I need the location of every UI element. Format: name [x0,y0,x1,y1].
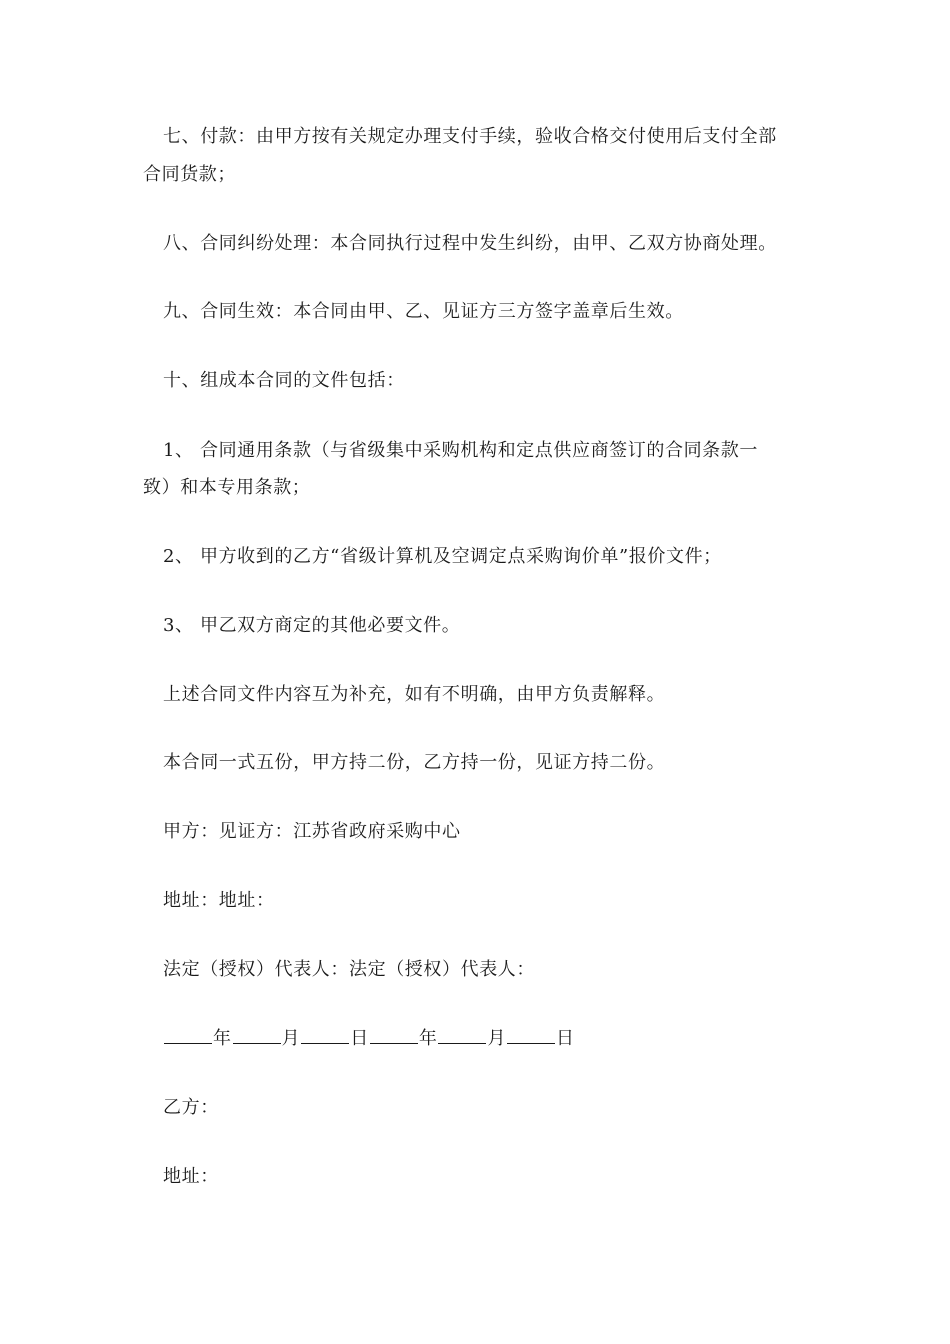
clause-9: 九、合同生效：本合同由甲、乙、见证方三方签字盖章后生效。 [163,301,684,322]
date-year-2: 年 [418,1028,438,1049]
item-3: 3、 甲乙双方商定的其他必要文件。 [163,615,461,636]
date-blank-1 [164,1028,212,1044]
item-1-line-2: 致）和本专用条款； [143,477,311,498]
party-b-address-line: 地址： [163,1166,219,1187]
date-day-2: 日 [556,1028,575,1049]
clause-8: 八、合同纠纷处理：本合同执行过程中发生纠纷，由甲、乙双方协商处理。 [163,233,777,254]
clause-10: 十、组成本合同的文件包括： [163,370,405,391]
date-blank-5 [438,1028,486,1044]
date-blank-2 [233,1028,281,1044]
date-day-1: 日 [350,1028,369,1049]
clause-7-line-2: 合同货款； [143,164,236,185]
clause-7-line-1: 七、付款：由甲方按有关规定办理支付手续，验收合格交付使用后支付全部 [163,126,777,147]
date-month-1: 月 [281,1028,301,1049]
representative-pair-line: 法定（授权）代表人：法定（授权）代表人： [163,959,535,980]
item-1-line-1: 1、 合同通用条款（与省级集中采购机构和定点供应商签订的合同条款一 [163,440,758,461]
item-2: 2、 甲方收到的乙方“省级计算机及空调定点采购询价单”报价文件； [163,546,722,567]
date-year-1: 年 [213,1028,232,1049]
copies-clause: 本合同一式五份，甲方持二份，乙方持一份，见证方持二份。 [163,752,666,773]
address-pair-line: 地址：地址： [163,890,275,911]
date-month-2: 月 [487,1028,507,1049]
date-line [163,1028,575,1050]
date-blank-3 [301,1028,349,1044]
party-b-line: 乙方： [163,1097,219,1118]
date-blank-6 [507,1028,555,1044]
supplement-clause: 上述合同文件内容互为补充，如有不明确，由甲方负责解释。 [163,684,666,705]
party-a-line: 甲方：见证方：江苏省政府采购中心 [163,821,461,842]
date-blank-4 [370,1028,418,1044]
